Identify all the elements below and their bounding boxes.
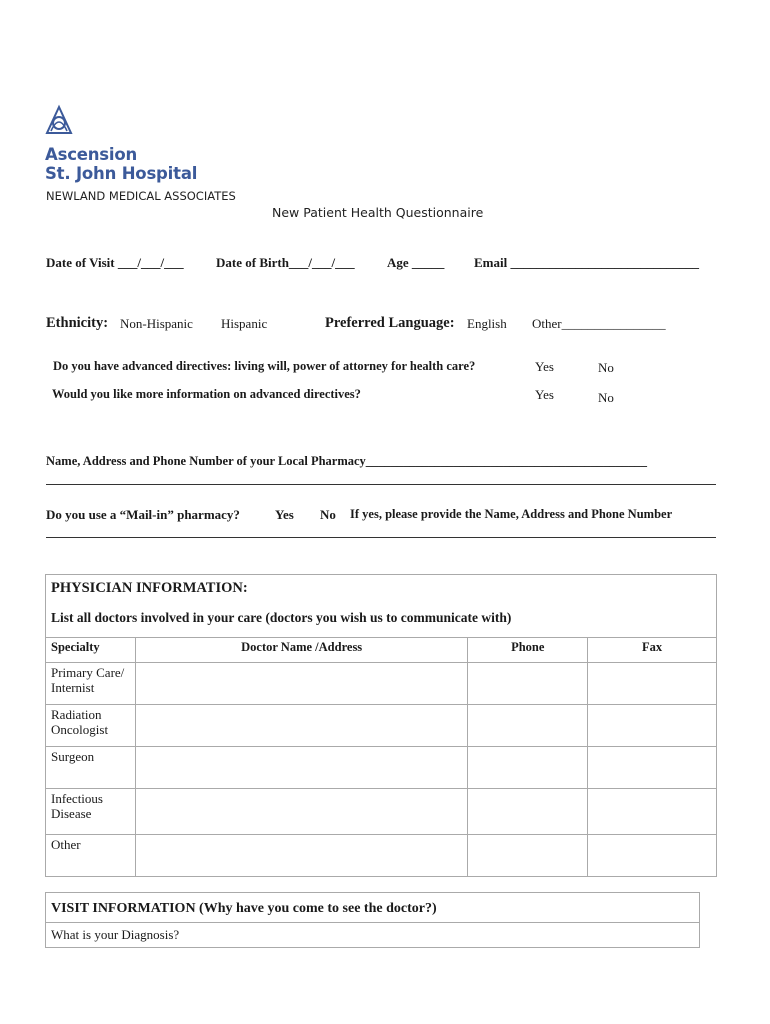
- date-of-birth-field[interactable]: Date of Birth___/___/___: [216, 255, 355, 270]
- ethnicity-option-hispanic[interactable]: Hispanic: [221, 316, 268, 331]
- doctor-name-cell[interactable]: [135, 663, 467, 705]
- column-header-doctor-name: Doctor Name /Address: [135, 638, 467, 663]
- mail-in-details-prompt: If yes, please provide the Name, Address and Phone Number: [350, 507, 673, 521]
- specialty-cell: Radiation Oncologist: [46, 705, 136, 747]
- directives-no-option[interactable]: No: [598, 360, 614, 375]
- directives-info-yes-option[interactable]: Yes: [535, 387, 554, 402]
- table-row: [46, 663, 717, 705]
- email-field[interactable]: Email _____________________________: [474, 255, 699, 270]
- ethnicity-option-non-hispanic[interactable]: Non-Hispanic: [120, 316, 193, 331]
- phone-cell[interactable]: [468, 747, 588, 789]
- language-option-other[interactable]: Other________________: [532, 316, 666, 331]
- column-header-phone: Phone: [468, 638, 588, 663]
- fax-cell[interactable]: [588, 663, 717, 705]
- fax-cell[interactable]: [588, 835, 717, 877]
- directives-yes-option[interactable]: Yes: [535, 359, 554, 374]
- mail-in-no-option[interactable]: No: [320, 507, 336, 522]
- phone-cell[interactable]: [468, 663, 588, 705]
- preferred-language-label: Preferred Language:: [325, 315, 455, 331]
- column-header-fax: Fax: [588, 638, 717, 663]
- mail-in-yes-option[interactable]: Yes: [275, 507, 294, 522]
- visit-information-table: [45, 892, 700, 948]
- physician-table-header: [46, 575, 717, 638]
- phone-cell[interactable]: [468, 705, 588, 747]
- fax-cell[interactable]: [588, 789, 717, 835]
- doctor-name-cell[interactable]: [135, 789, 467, 835]
- mail-in-answer-line[interactable]: [46, 537, 716, 538]
- physician-info-subtitle: List all doctors involved in your care (doctors you wish us to communicate with): [51, 610, 512, 625]
- doctor-name-cell[interactable]: [135, 835, 467, 877]
- brand-name-line1: Ascension: [45, 145, 138, 164]
- ethnicity-label: Ethnicity:: [46, 315, 109, 331]
- table-row: [46, 835, 717, 877]
- date-of-visit-field[interactable]: Date of Visit ___/___/___: [46, 255, 184, 270]
- visit-info-title: VISIT INFORMATION (Why have you come to see the doctor?): [46, 893, 700, 923]
- brand-name-line2: St. John Hospital: [45, 164, 198, 183]
- directives-info-question: Would you like more information on advanced directives?: [52, 387, 361, 401]
- language-option-english[interactable]: English: [467, 316, 507, 331]
- diagnosis-field[interactable]: What is your Diagnosis?: [46, 923, 700, 948]
- specialty-cell: Other: [46, 835, 136, 877]
- specialty-cell: Infectious Disease: [46, 789, 136, 835]
- fax-cell[interactable]: [588, 705, 717, 747]
- local-pharmacy-field[interactable]: Name, Address and Phone Number of your Local Pharmacy_____________________________________________: [46, 454, 648, 468]
- mail-in-pharmacy-question: Do you use a “Mail-in” pharmacy?: [46, 507, 240, 522]
- phone-cell[interactable]: [468, 835, 588, 877]
- ascension-logo-icon: [42, 104, 76, 143]
- pharmacy-answer-line[interactable]: [46, 484, 716, 485]
- directives-question: Do you have advanced directives: living will, power of attorney for health care?: [53, 359, 476, 373]
- doctor-name-cell[interactable]: [135, 705, 467, 747]
- form-title: New Patient Health Questionnaire: [272, 205, 484, 220]
- directives-info-no-option[interactable]: No: [598, 390, 614, 405]
- physician-information-table: [45, 574, 717, 877]
- table-row: [46, 747, 717, 789]
- specialty-cell: Surgeon: [46, 747, 136, 789]
- specialty-cell: Primary Care/ Internist: [46, 663, 136, 705]
- phone-cell[interactable]: [468, 789, 588, 835]
- doctor-name-cell[interactable]: [135, 747, 467, 789]
- column-header-specialty: Specialty: [46, 638, 136, 663]
- age-field[interactable]: Age _____: [387, 255, 445, 270]
- physician-info-title: PHYSICIAN INFORMATION:: [51, 580, 248, 596]
- table-row: [46, 705, 717, 747]
- fax-cell[interactable]: [588, 747, 717, 789]
- table-row: [46, 789, 717, 835]
- practice-name: NEWLAND MEDICAL ASSOCIATES: [46, 189, 236, 203]
